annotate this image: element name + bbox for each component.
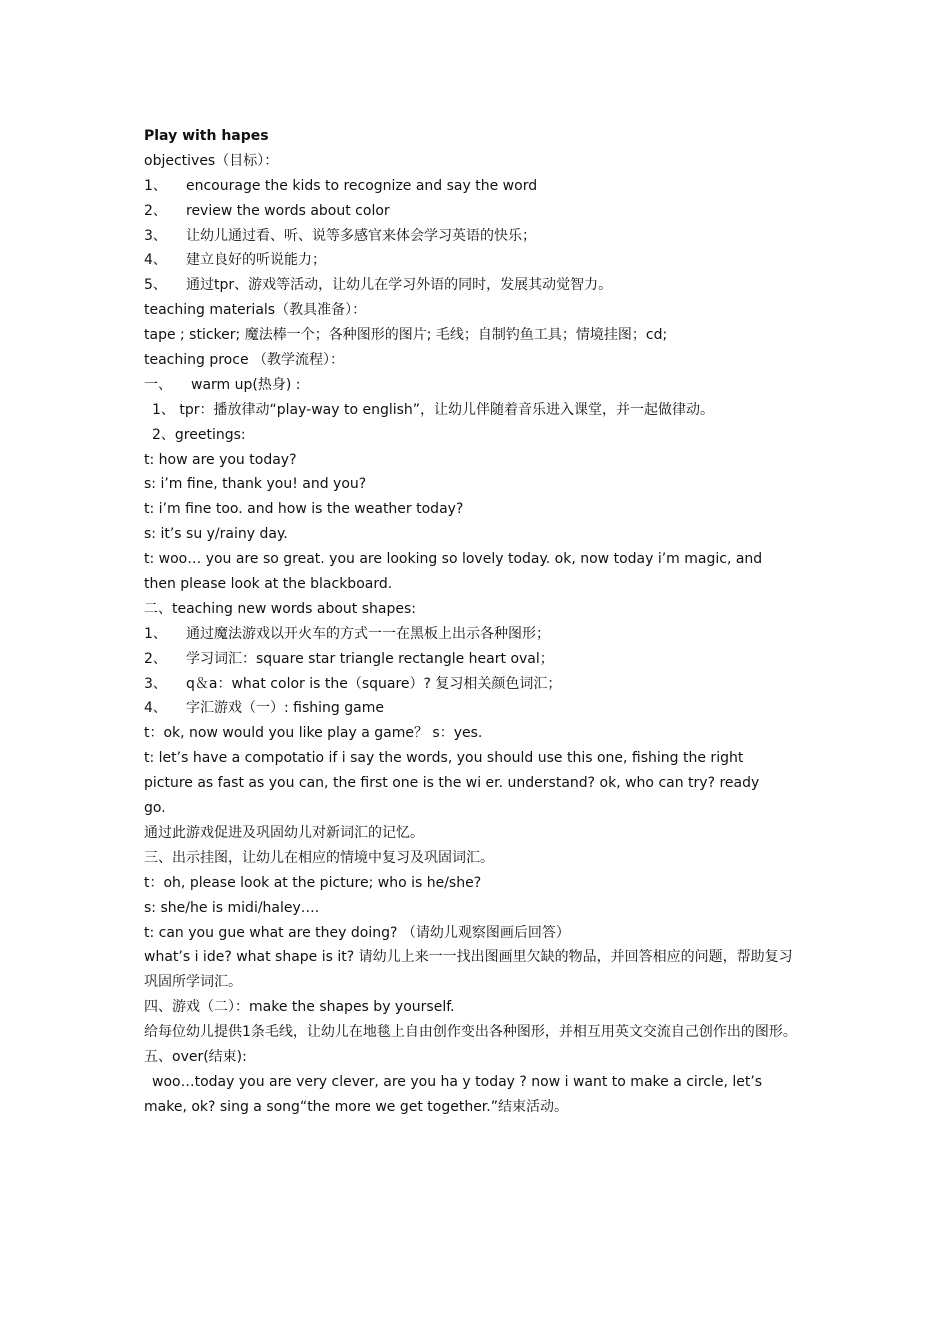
document-title: Play with hapes (144, 128, 269, 144)
dialogue-line: 巩固所学词汇。 (144, 974, 242, 991)
objective-item (144, 199, 834, 224)
section-1-item: 2、greetings: (152, 426, 246, 443)
dialogue-line: t: woo… you are so great. you are looking so lovely today. ok, now today i’m magic, and (144, 551, 763, 568)
dialogue-line: t: let’s have a compotatio if i say the words, you should use this one, fishing the right (144, 750, 744, 767)
objective-text: 通过tpr、游戏等活动，让幼儿在学习外语的同时，发展其动觉智力。 (186, 277, 613, 294)
item-text: 通过魔法游戏以开火车的方式一一在黑板上出示各种图形； (186, 625, 550, 642)
document-body (144, 124, 834, 1120)
section-number: 一、 (144, 376, 172, 393)
item-number: 2、 (144, 650, 167, 667)
dialogue-line: t: how are you today? (144, 451, 297, 468)
objective-number: 5、 (144, 277, 167, 294)
section-2-item (144, 647, 834, 672)
dialogue-line: t: can you gue what are they doing? （请幼儿观察图画后回答） (144, 924, 570, 941)
dialogue-line: s: i’m fine, thank you! and you? (144, 476, 367, 493)
dialogue-line: t：oh, please look at the picture; who is he/she? (144, 874, 482, 891)
item-text: 字汇游戏（一）: fishing game (186, 700, 384, 717)
section-5-line: make, ok? sing a song“the more we get together.”结束活动。 (144, 1098, 568, 1115)
section-1-heading (144, 373, 834, 398)
item-number: 1、 (144, 625, 167, 642)
materials-list: tape ; sticker; 魔法棒一个；各种图形的图片; 毛线；自制钓鱼工具；情境挂图；cd; (144, 327, 668, 344)
item-number: 3、 (144, 675, 167, 692)
dialogue-line: s: she/he is midi/haley…. (144, 899, 320, 916)
section-2-item (144, 696, 834, 721)
dialogue-line: what’s i ide? what shape is it? 请幼儿上来一一找出图画里欠缺的物品，并回答相应的问题，帮助复习 (144, 949, 793, 966)
objective-item (144, 273, 834, 298)
item-number: 4、 (144, 700, 167, 717)
dialogue-line: go. (144, 800, 166, 817)
materials-heading: teaching materials（教具准备）： (144, 302, 367, 319)
section-5-line: woo…today you are very clever, are you ha y today ? now i want to make a circle, let’s (152, 1073, 763, 1090)
objectives-heading: objectives（目标）： (144, 152, 279, 169)
section-2-item (144, 622, 834, 647)
section-3-heading: 三、出示挂图，让幼儿在相应的情境中复习及巩固词汇。 (144, 849, 494, 866)
section-title: warm up(热身) : (191, 376, 301, 393)
objective-text: 建立良好的听说能力； (186, 252, 326, 269)
item-text: q＆a：what color is the（square）? 复习相关颜色词汇； (186, 675, 562, 692)
section-4-text: 给每位幼儿提供1条毛线，让幼儿在地毯上自由创作变出各种图形，并相互用英文交流自己创作出的图形。 (144, 1024, 797, 1041)
item-text: 学习词汇：square star triangle rectangle heart oval； (186, 650, 554, 667)
section-5-heading: 五、over(结束): (144, 1048, 247, 1065)
objective-number: 2、 (144, 202, 167, 219)
objective-number: 1、 (144, 177, 167, 194)
section-1-item: 1、 tpr：播放律动“play-way to english”，让幼儿伴随着音乐进入课堂，并一起做律动。 (152, 401, 715, 418)
section-2-heading: 二、teaching new words about shapes: (144, 600, 416, 617)
dialogue-line: then please look at the blackboard. (144, 576, 393, 593)
objective-text: 让幼儿通过看、听、说等多感官来体会学习英语的快乐； (186, 227, 536, 244)
objective-item (144, 224, 834, 249)
objective-text: review the words about color (186, 202, 390, 219)
objective-item (144, 174, 834, 199)
objective-number: 3、 (144, 227, 167, 244)
dialogue-line: t: i’m fine too. and how is the weather today? (144, 501, 464, 518)
dialogue-line: 通过此游戏促进及巩固幼儿对新词汇的记忆。 (144, 824, 424, 841)
objective-item (144, 248, 834, 273)
objective-number: 4、 (144, 252, 167, 269)
section-4-heading: 四、游戏（二）：make the shapes by yourself. (144, 999, 455, 1016)
objective-text: encourage the kids to recognize and say the word (186, 177, 538, 194)
process-heading: teaching proce （教学流程）： (144, 352, 345, 369)
dialogue-line: t：ok, now would you like play a game？ s：yes. (144, 725, 483, 742)
dialogue-line: picture as fast as you can, the first one is the wi er. understand? ok, who can try? ready (144, 775, 760, 792)
section-2-item (144, 672, 834, 697)
dialogue-line: s: it’s su y/rainy day. (144, 526, 288, 543)
